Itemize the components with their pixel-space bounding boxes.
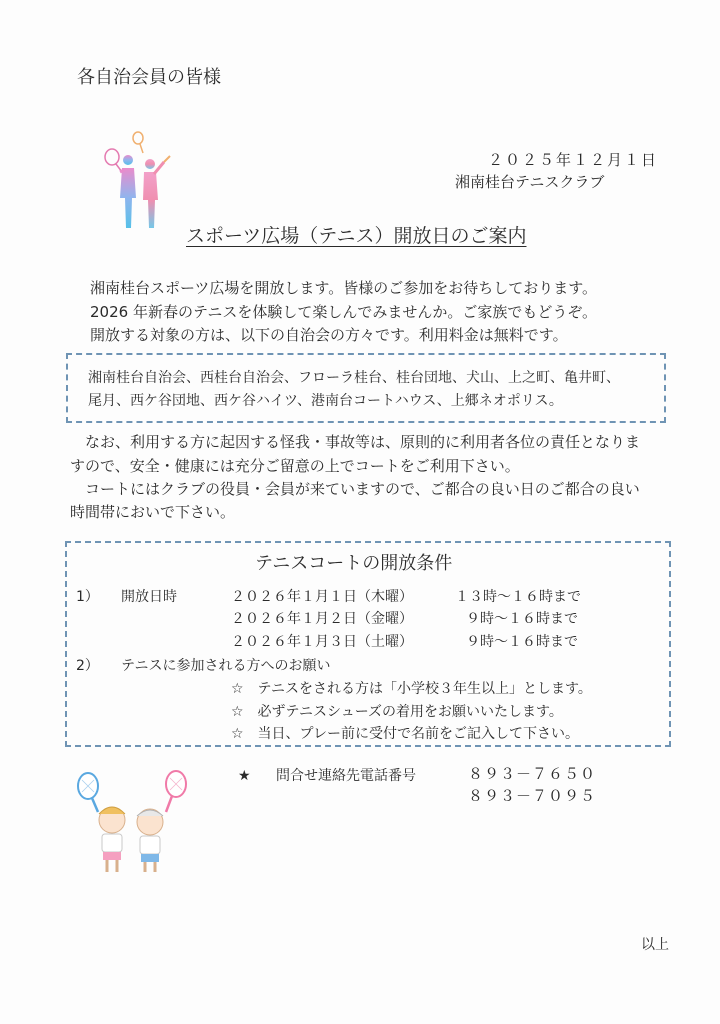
conditions-title: テニスコートの開放条件 [255,553,453,574]
schedule-time: １３時～１６時まで [455,589,581,605]
notice-line: 時間帯においで下さい。 [70,503,236,521]
request-item: ☆ 当日、プレー前に受付で名前をご記入して下さい。 [231,726,579,742]
associations-box [66,353,666,423]
item-number: 1） [76,589,99,605]
contact-phone: ８９３－７６５０ [468,765,597,783]
intro-line: 湘南桂台スポーツ広場を開放します。皆様のご参加をお待ちしております。 [90,279,598,297]
associations-line: 尾月、西ケ谷団地、西ケ谷ハイツ、港南台コートハウス、上郷ネオポリス。 [88,393,563,409]
document-date: ２０２５年１２月１日 [488,151,659,169]
schedule-time: ９時～１６時まで [466,611,578,627]
star-icon: ★ [238,768,251,784]
addressee: 各自治会員の皆様 [77,67,221,88]
document-title: スポーツ広場（テニス）開放日のご案内 [186,225,527,247]
tennis-players-illustration [98,128,178,236]
schedule-date: ２０２６年１月３日（土曜） [231,634,413,650]
intro-line: 開放する対象の方は、以下の自治会の方々です。利用料金は無料です。 [90,326,568,344]
notice-line: すので、安全・健康には充分ご留意の上でコートをご利用下さい。 [70,457,520,475]
schedule-time: ９時～１６時まで [466,634,578,650]
intro-line: 2026 年新春のテニスを体験して楽しんでみませんか。ご家族でもどうぞ。 [90,303,598,321]
kids-tennis-illustration [72,768,192,878]
item-label-opening-dates: 開放日時 [121,589,177,605]
contact-phone: ８９３－７０９５ [468,787,597,805]
request-item: ☆ 必ずテニスシューズの着用をお願いいたします。 [231,704,563,720]
associations-line: 湘南桂台自治会、西桂台自治会、フローラ桂台、桂台団地、犬山、上之町、亀井町、 [88,370,620,386]
closing: 以上 [641,937,669,953]
request-item: ☆ テニスをされる方は「小学校３年生以上」とします。 [231,681,592,697]
notice-line: なお、利用する方に起因する怪我・事故等は、原則的に利用者各位の責任となりま [70,433,641,451]
organization-name: 湘南桂台テニスクラブ [455,173,605,191]
item-label-participant-requests: テニスに参加される方へのお願い [121,658,331,674]
item-number: 2） [76,658,99,674]
contact-label: 問合せ連絡先電話番号 [276,768,416,784]
schedule-date: ２０２６年１月１日（木曜） [231,589,413,605]
notice-line: コートにはクラブの役員・会員が来ていますので、ご都合の良い日のご都合の良い [70,480,640,498]
schedule-date: ２０２６年１月２日（金曜） [231,611,413,627]
